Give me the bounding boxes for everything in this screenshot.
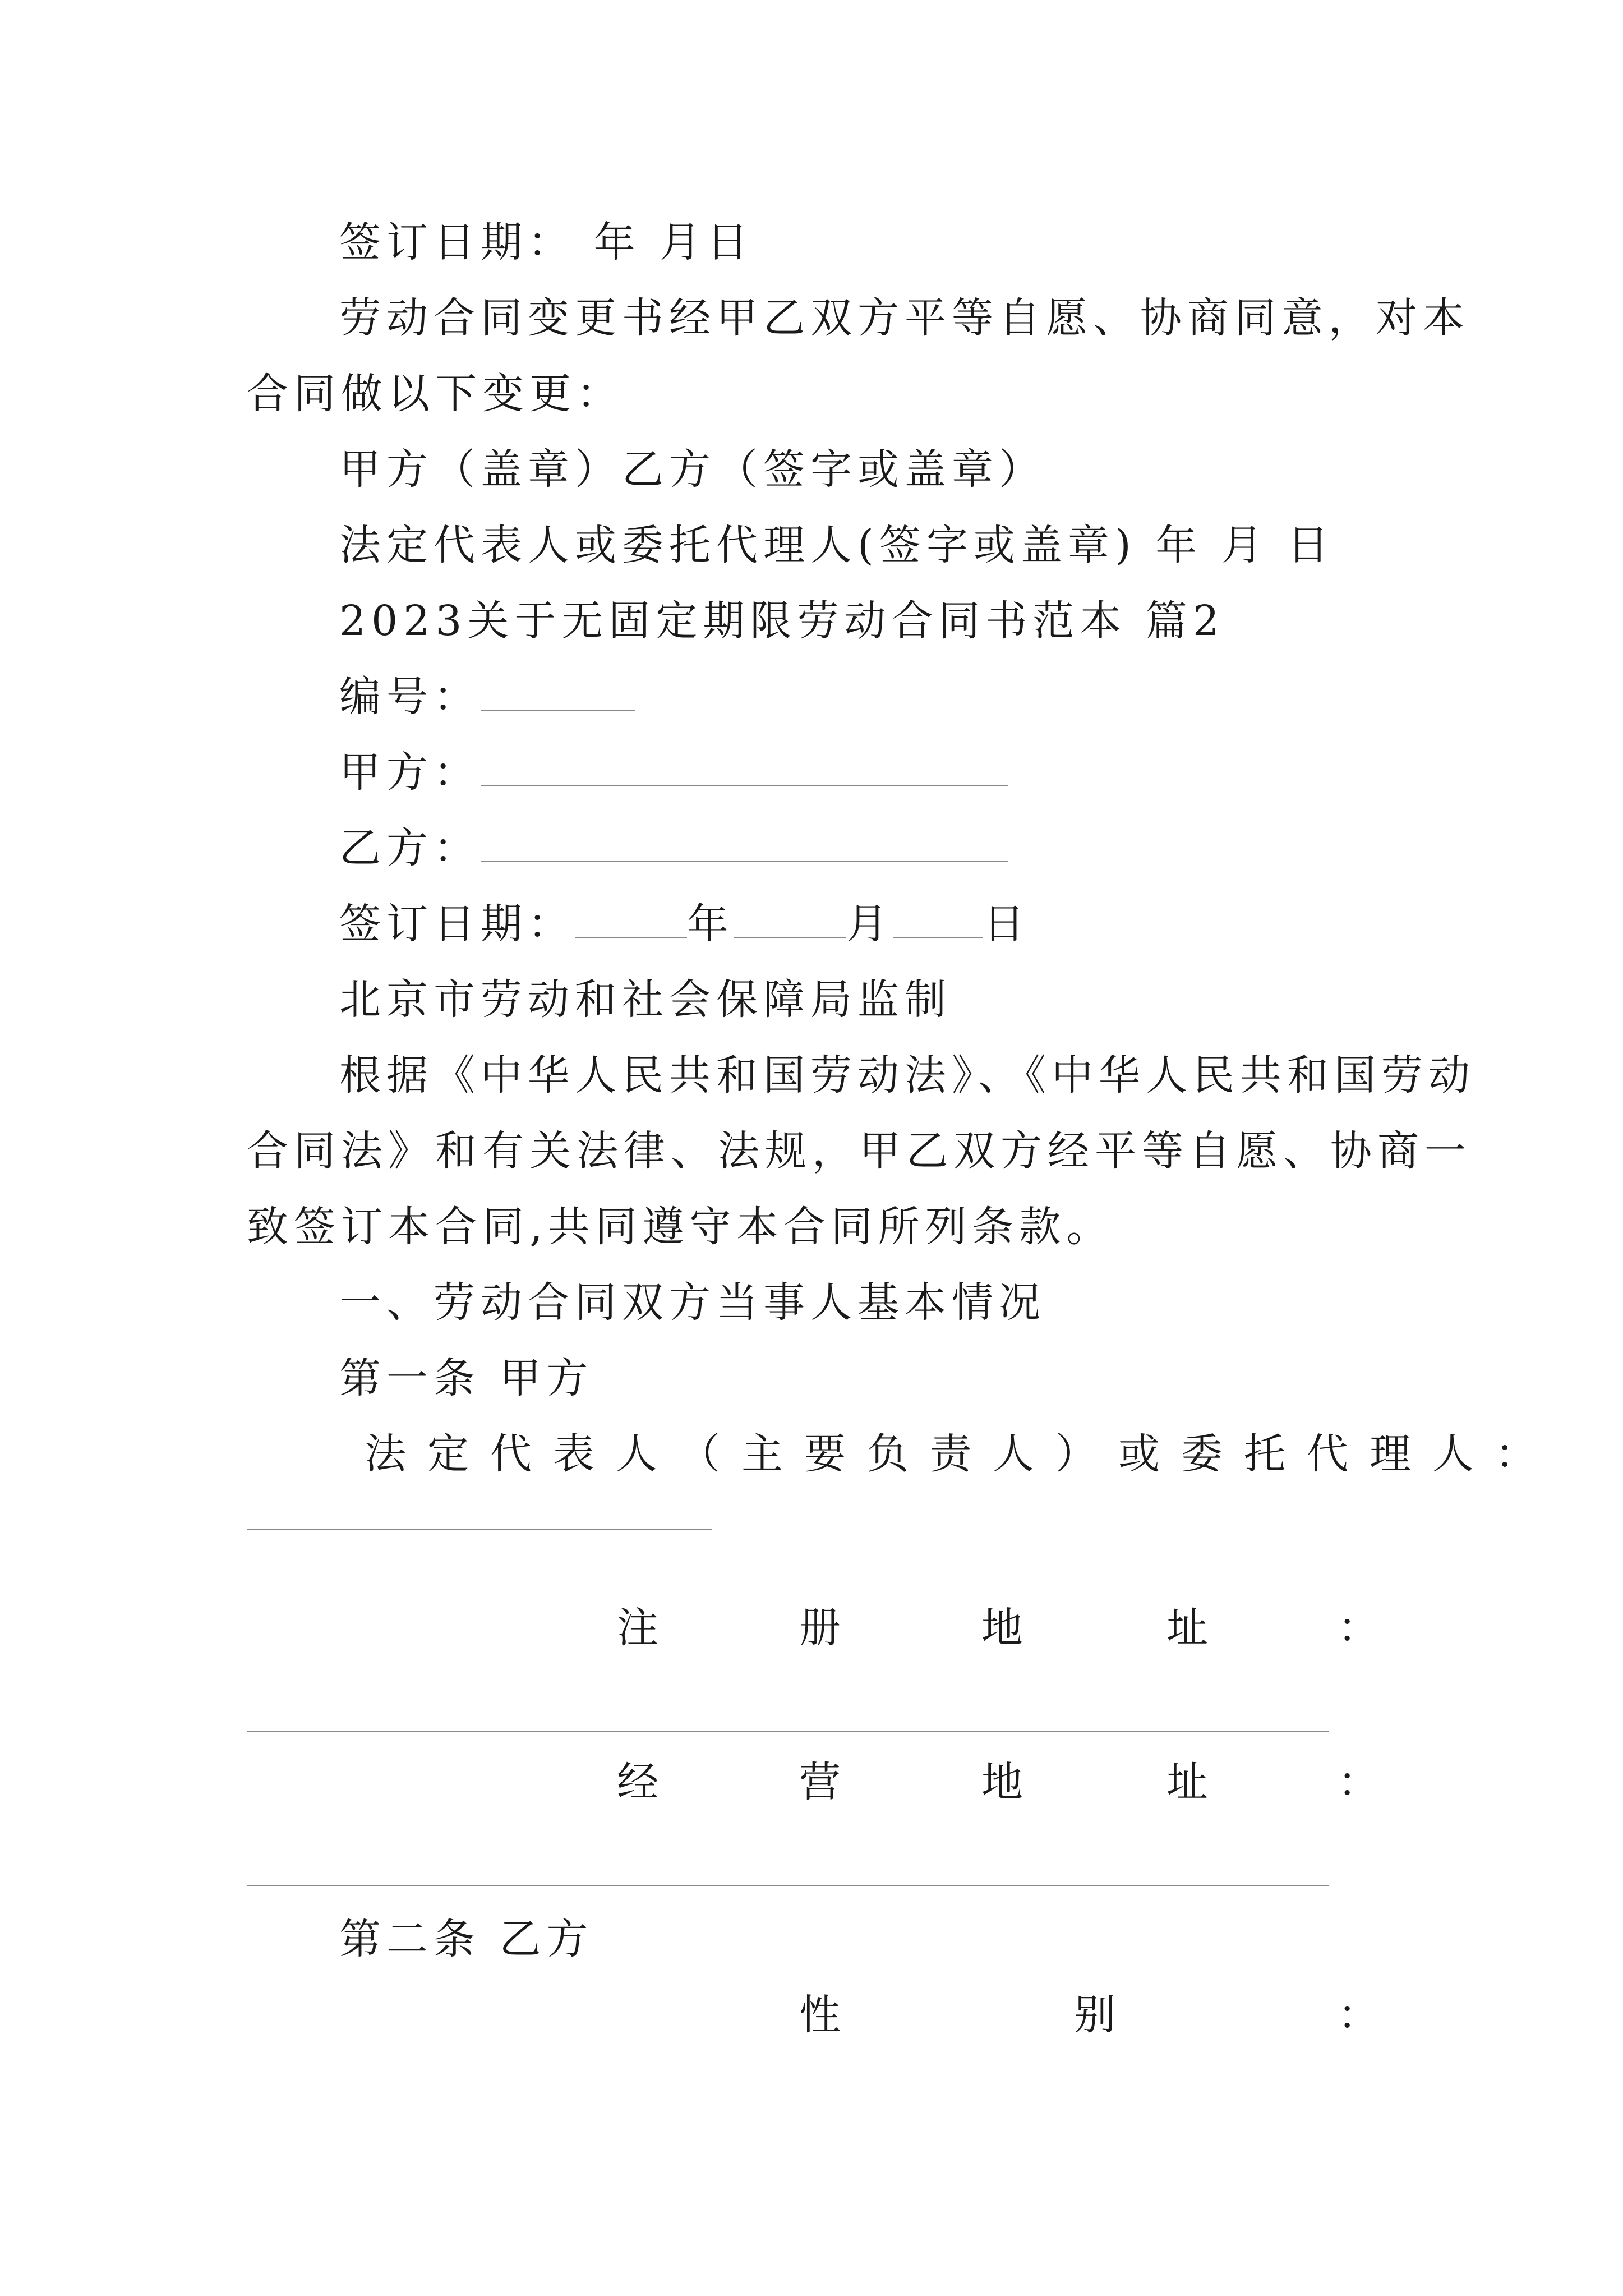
gender-colon: ： xyxy=(1338,1991,1379,2039)
legal-rep-field-blank xyxy=(247,1529,712,1530)
party-b-field xyxy=(339,824,1008,872)
biz-addr-char-4: 址 xyxy=(1166,1758,1208,1806)
legal-rep-sign-line: 法定代表人或委托代理人(签字或盖章) 年 月 日 xyxy=(339,521,1335,569)
article-2-heading: 第二条 乙方 xyxy=(339,1915,594,1963)
section-title: 2023关于无固定期限劳动合同书范本 篇2 xyxy=(339,597,1225,645)
chapter-1-heading: 一、劳动合同双方当事人基本情况 xyxy=(339,1278,1046,1327)
party-a-label: 甲方： xyxy=(339,748,481,797)
preamble-line-3: 致签订本合同,共同遵守本合同所列条款。 xyxy=(247,1203,1114,1251)
party-a-field xyxy=(339,748,1008,797)
reg-addr-blank xyxy=(247,1731,1329,1732)
biz-addr-colon: ： xyxy=(1338,1758,1379,1806)
biz-addr-char-1: 经 xyxy=(617,1758,658,1806)
preamble-line-1: 根据《中华人民共和国劳动法》、《中华人民共和国劳动 xyxy=(339,1051,1476,1099)
biz-addr-char-3: 地 xyxy=(981,1758,1023,1806)
gender-char-2: 别 xyxy=(1074,1991,1115,2039)
year-blank xyxy=(575,905,687,938)
biz-addr-char-2: 营 xyxy=(799,1758,841,1806)
preamble-line-2: 合同法》和有关法律、法规，甲乙双方经平等自愿、协商一 xyxy=(247,1127,1472,1175)
party-sign-line: 甲方（盖章）乙方（签字或盖章） xyxy=(339,445,1046,494)
party-b-blank xyxy=(481,830,1008,862)
reg-addr-char-2: 册 xyxy=(799,1604,841,1652)
month-char: 月 xyxy=(846,900,893,948)
gender-char-1: 性 xyxy=(799,1991,841,2039)
sign-date-line: 签订日期： 年 月日 xyxy=(339,218,754,266)
number-field xyxy=(339,673,635,721)
party-b-label: 乙方： xyxy=(339,824,481,872)
article-1-heading: 第一条 甲方 xyxy=(339,1354,594,1402)
reg-addr-char-4: 址 xyxy=(1166,1604,1208,1652)
party-a-blank xyxy=(481,754,1008,786)
biz-addr-blank xyxy=(247,1885,1329,1886)
day-char: 日 xyxy=(983,900,1030,948)
year-char: 年 xyxy=(687,900,734,948)
change-text-line-1: 劳动合同变更书经甲乙双方平等自愿、协商同意，对本 xyxy=(339,294,1470,342)
number-label: 编号： xyxy=(339,673,481,721)
legal-rep-field-label: 法定代表人（主要负责人）或委托代理人： xyxy=(365,1430,1558,1478)
number-blank xyxy=(481,678,635,711)
change-text-line-2: 合同做以下变更： xyxy=(247,370,624,418)
supervisor-line: 北京市劳动和社会保障局监制 xyxy=(339,976,952,1024)
reg-addr-colon: ： xyxy=(1338,1604,1379,1652)
day-blank xyxy=(893,905,983,938)
reg-addr-char-3: 地 xyxy=(981,1604,1023,1652)
reg-addr-char-1: 注 xyxy=(617,1604,658,1652)
sign-date-label: 签订日期： xyxy=(339,900,575,948)
sign-date-field xyxy=(339,900,1030,948)
month-blank xyxy=(734,905,846,938)
